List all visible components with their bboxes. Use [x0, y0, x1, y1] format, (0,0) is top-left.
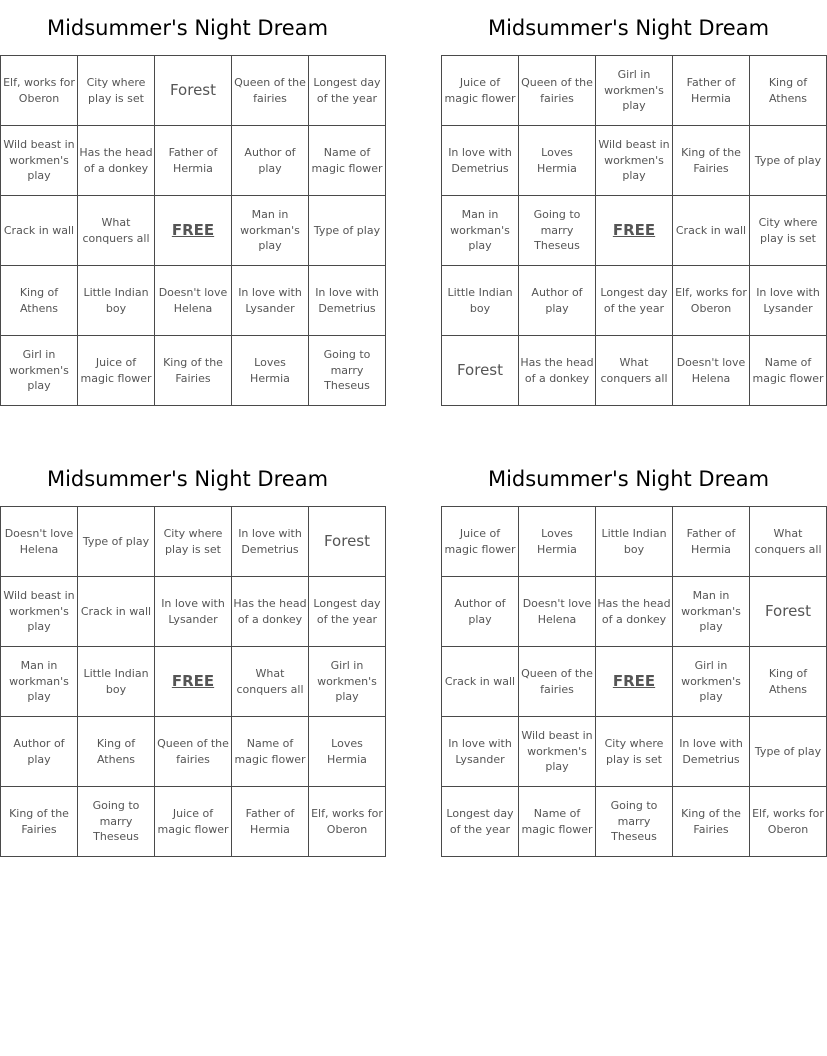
bingo-cell: Has the head of a donkey [78, 126, 155, 196]
bingo-cell: Little Indian boy [78, 647, 155, 717]
bingo-cell: King of the Fairies [673, 126, 750, 196]
bingo-cell: Juice of magic flower [442, 507, 519, 577]
bingo-cell: Going to marry Theseus [596, 787, 673, 857]
bingo-row [442, 336, 827, 406]
bingo-cell: City where play is set [155, 507, 232, 577]
bingo-cell: Girl in workmen's play [596, 56, 673, 126]
bingo-cell: Girl in workmen's play [309, 647, 386, 717]
bingo-cell: Crack in wall [1, 196, 78, 266]
bingo-card-2 [441, 0, 824, 406]
bingo-cell: Author of play [519, 266, 596, 336]
bingo-cell: Father of Hermia [155, 126, 232, 196]
bingo-cell: Name of magic flower [309, 126, 386, 196]
bingo-cell: Elf, works for Oberon [673, 266, 750, 336]
bingo-cell: Longest day of the year [442, 787, 519, 857]
bingo-cell: Juice of magic flower [155, 787, 232, 857]
bingo-cell: Doesn't love Helena [519, 577, 596, 647]
bingo-cell: Loves Hermia [309, 717, 386, 787]
bingo-cell: What conquers all [78, 196, 155, 266]
bingo-grid [441, 55, 827, 406]
bingo-cell: Type of play [750, 126, 827, 196]
bingo-cell: King of Athens [78, 717, 155, 787]
bingo-cell: Girl in workmen's play [1, 336, 78, 406]
bingo-row [1, 266, 386, 336]
bingo-cell: Has the head of a donkey [519, 336, 596, 406]
bingo-cell: Father of Hermia [673, 507, 750, 577]
bingo-cell: Type of play [750, 717, 827, 787]
bingo-cell: What conquers all [750, 507, 827, 577]
bingo-cell: In love with Lysander [442, 717, 519, 787]
bingo-cell: Author of play [232, 126, 309, 196]
bingo-cell: What conquers all [596, 336, 673, 406]
bingo-cell: City where play is set [750, 196, 827, 266]
bingo-cell: Queen of the fairies [519, 647, 596, 717]
bingo-cell: Juice of magic flower [442, 56, 519, 126]
bingo-cell: Crack in wall [673, 196, 750, 266]
bingo-cell: Wild beast in workmen's play [1, 577, 78, 647]
bingo-row [442, 787, 827, 857]
bingo-cell: Man in workman's play [442, 196, 519, 266]
bingo-row [1, 507, 386, 577]
bingo-cell: Longest day of the year [309, 56, 386, 126]
bingo-row [442, 56, 827, 126]
bingo-cell: Going to marry Theseus [78, 787, 155, 857]
bingo-grid [441, 506, 827, 857]
bingo-row [1, 56, 386, 126]
bingo-cell: Name of magic flower [232, 717, 309, 787]
bingo-cell: In love with Demetrius [232, 507, 309, 577]
bingo-cell: Juice of magic flower [78, 336, 155, 406]
bingo-row [442, 577, 827, 647]
bingo-cell: Man in workman's play [232, 196, 309, 266]
bingo-card-4 [441, 451, 824, 857]
bingo-cell: Wild beast in workmen's play [519, 717, 596, 787]
bingo-card-1 [0, 0, 383, 406]
bingo-cell: King of Athens [1, 266, 78, 336]
bingo-cell: Doesn't love Helena [155, 266, 232, 336]
free-space: FREE [596, 647, 673, 717]
bingo-cell: Man in workman's play [1, 647, 78, 717]
bingo-row [442, 266, 827, 336]
bingo-cell: Little Indian boy [78, 266, 155, 336]
card-title: Midsummer's Night Dream [46, 16, 329, 40]
bingo-row [442, 126, 827, 196]
bingo-row [442, 196, 827, 266]
bingo-row [1, 336, 386, 406]
bingo-row [1, 647, 386, 717]
bingo-cell: King of the Fairies [1, 787, 78, 857]
bingo-cell: King of Athens [750, 56, 827, 126]
bingo-grid [0, 55, 386, 406]
bingo-cell: Father of Hermia [673, 56, 750, 126]
bingo-cell: Has the head of a donkey [232, 577, 309, 647]
bingo-row [1, 787, 386, 857]
bingo-cell: Queen of the fairies [232, 56, 309, 126]
bingo-cell: In love with Demetrius [309, 266, 386, 336]
bingo-row [1, 126, 386, 196]
bingo-cell: In love with Lysander [750, 266, 827, 336]
bingo-cell: Crack in wall [78, 577, 155, 647]
bingo-cell: In love with Lysander [155, 577, 232, 647]
free-space: FREE [155, 196, 232, 266]
bingo-row [442, 647, 827, 717]
bingo-cell: Wild beast in workmen's play [596, 126, 673, 196]
bingo-cell: Type of play [309, 196, 386, 266]
bingo-grid [0, 506, 386, 857]
bingo-cell: Queen of the fairies [155, 717, 232, 787]
bingo-cell: In love with Lysander [232, 266, 309, 336]
bingo-cell: Author of play [1, 717, 78, 787]
bingo-cell: Wild beast in workmen's play [1, 126, 78, 196]
bingo-cell: Loves Hermia [519, 507, 596, 577]
bingo-row [442, 507, 827, 577]
bingo-cell: Queen of the fairies [519, 56, 596, 126]
card-title: Midsummer's Night Dream [487, 16, 770, 40]
bingo-row [1, 717, 386, 787]
bingo-cell: Author of play [442, 577, 519, 647]
bingo-cell: Forest [155, 56, 232, 126]
bingo-cell: Crack in wall [442, 647, 519, 717]
bingo-cell: Has the head of a donkey [596, 577, 673, 647]
bingo-cell: In love with Demetrius [442, 126, 519, 196]
bingo-cell: Elf, works for Oberon [750, 787, 827, 857]
bingo-cell: King of the Fairies [155, 336, 232, 406]
bingo-cell: Loves Hermia [232, 336, 309, 406]
bingo-cell: Elf, works for Oberon [309, 787, 386, 857]
bingo-cell: Little Indian boy [596, 507, 673, 577]
bingo-row [1, 196, 386, 266]
free-space: FREE [596, 196, 673, 266]
bingo-cell: Forest [309, 507, 386, 577]
bingo-row [442, 717, 827, 787]
bingo-row [1, 577, 386, 647]
bingo-cell: Loves Hermia [519, 126, 596, 196]
bingo-cell: Girl in workmen's play [673, 647, 750, 717]
bingo-cell: Forest [750, 577, 827, 647]
bingo-cell: Little Indian boy [442, 266, 519, 336]
bingo-cell: Man in workman's play [673, 577, 750, 647]
card-title: Midsummer's Night Dream [46, 467, 329, 491]
bingo-card-3 [0, 451, 383, 857]
bingo-cell: Doesn't love Helena [673, 336, 750, 406]
bingo-cell: Forest [442, 336, 519, 406]
bingo-cell: Name of magic flower [519, 787, 596, 857]
bingo-cell: King of Athens [750, 647, 827, 717]
bingo-cell: In love with Demetrius [673, 717, 750, 787]
bingo-cell: King of the Fairies [673, 787, 750, 857]
bingo-cell: Name of magic flower [750, 336, 827, 406]
bingo-cell: Longest day of the year [309, 577, 386, 647]
bingo-cell: Longest day of the year [596, 266, 673, 336]
bingo-cell: Elf, works for Oberon [1, 56, 78, 126]
bingo-cell: Type of play [78, 507, 155, 577]
card-title: Midsummer's Night Dream [487, 467, 770, 491]
free-space: FREE [155, 647, 232, 717]
bingo-cell: Going to marry Theseus [519, 196, 596, 266]
bingo-cell: Father of Hermia [232, 787, 309, 857]
bingo-cell: City where play is set [78, 56, 155, 126]
bingo-cell: Going to marry Theseus [309, 336, 386, 406]
bingo-cell: Doesn't love Helena [1, 507, 78, 577]
bingo-cell: City where play is set [596, 717, 673, 787]
bingo-cell: What conquers all [232, 647, 309, 717]
